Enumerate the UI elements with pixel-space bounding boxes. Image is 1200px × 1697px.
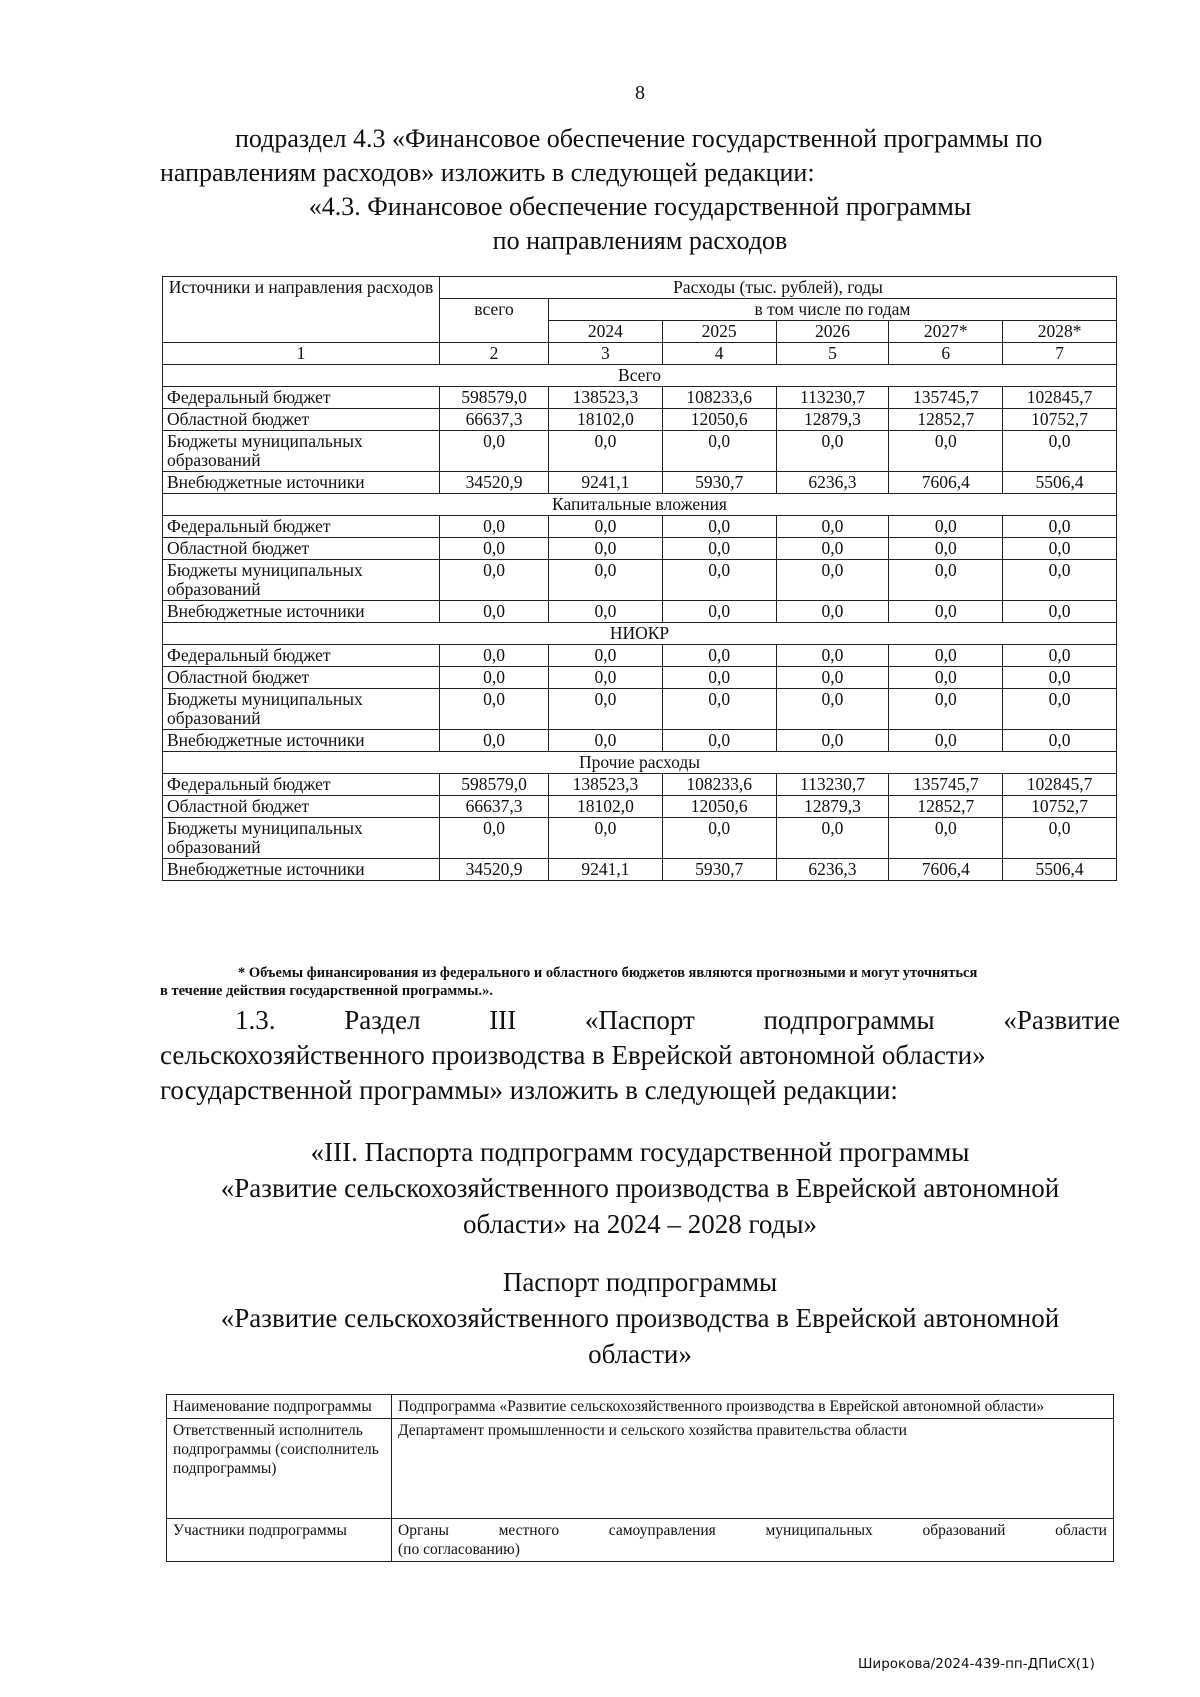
heading-4-3-line-2: по направлениям расходов (492, 226, 788, 255)
passport-table (166, 1394, 1114, 1562)
word: подпрограммы (763, 1005, 935, 1035)
row-label: Бюджеты муниципальных образований (163, 431, 440, 472)
heading-section-3-line-2: «Развитие сельскохозяйственного производства в Еврейской автономной (220, 1173, 1060, 1203)
row-value: 0,0 (1003, 818, 1117, 859)
row-value: 0,0 (662, 538, 776, 560)
header-row-1 (163, 277, 1117, 299)
row-value: 138523,3 (549, 387, 663, 409)
footnote-line-1: * Объемы финансирования из федерального и областного бюджетов являются прогнозными и могут уточняться (238, 965, 978, 981)
data-row (163, 409, 1117, 431)
paragraph-1-3-line-3: государственной программы» изложить в следующей редакции: (160, 1075, 898, 1105)
passport-row (167, 1519, 1114, 1562)
row-label: Областной бюджет (163, 796, 440, 818)
passport-label: Ответственный исполнитель подпрограммы (соисполнитель подпрограммы) (167, 1419, 392, 1519)
row-value: 0,0 (776, 645, 889, 667)
column-number: 4 (662, 343, 776, 365)
row-value: 0,0 (549, 645, 663, 667)
row-value: 135745,7 (889, 774, 1003, 796)
row-label: Областной бюджет (163, 538, 440, 560)
paragraph-1-3-line-2: сельскохозяйственного производства в Еврейской автономной области» (160, 1040, 986, 1070)
row-value: 66637,3 (440, 796, 549, 818)
row-value: 0,0 (889, 667, 1003, 689)
header-total: всего (440, 299, 549, 343)
row-value: 0,0 (889, 818, 1003, 859)
row-value: 0,0 (889, 431, 1003, 472)
row-value: 0,0 (662, 645, 776, 667)
row-value: 0,0 (440, 538, 549, 560)
row-value: 138523,3 (549, 774, 663, 796)
row-value: 18102,0 (549, 796, 663, 818)
row-value: 5506,4 (1003, 859, 1117, 881)
data-row (163, 667, 1117, 689)
row-value: 6236,3 (776, 859, 889, 881)
paragraph-1-3-line-1 (160, 1003, 1120, 1038)
row-value: 0,0 (1003, 538, 1117, 560)
row-value: 0,0 (549, 689, 663, 730)
row-value: 10752,7 (1003, 409, 1117, 431)
passport-row (167, 1395, 1114, 1419)
row-value: 0,0 (440, 689, 549, 730)
row-label: Федеральный бюджет (163, 645, 440, 667)
row-value: 0,0 (1003, 730, 1117, 752)
row-value: 0,0 (776, 601, 889, 623)
row-value: 34520,9 (440, 472, 549, 494)
passport-value-line-2: (по согласованию) (398, 1541, 520, 1558)
section-title: Всего (163, 365, 1117, 387)
row-value: 12879,3 (776, 409, 889, 431)
word: III (489, 1005, 517, 1035)
row-value: 12050,6 (662, 409, 776, 431)
data-row (163, 516, 1117, 538)
row-value: 0,0 (440, 818, 549, 859)
row-value: 0,0 (662, 667, 776, 689)
row-value: 108233,6 (662, 387, 776, 409)
row-value: 0,0 (549, 601, 663, 623)
header-by-years: в том числе по годам (549, 299, 1117, 321)
row-value: 0,0 (549, 516, 663, 538)
section-title: Капитальные вложения (163, 494, 1117, 516)
row-value: 0,0 (776, 667, 889, 689)
word: Органы (398, 1522, 449, 1539)
row-value: 0,0 (1003, 516, 1117, 538)
row-value: 0,0 (440, 645, 549, 667)
row-label: Внебюджетные источники (163, 859, 440, 881)
intro-line-2: направлениям расходов» изложить в следующей редакции: (160, 158, 815, 187)
row-label: Областной бюджет (163, 409, 440, 431)
page-number: 8 (635, 82, 645, 104)
header-source: Источники и направления расходов (163, 277, 440, 343)
header-year: 2025 (662, 321, 776, 343)
column-number: 6 (889, 343, 1003, 365)
data-row (163, 560, 1117, 601)
footnote (160, 964, 1120, 1000)
row-value: 0,0 (440, 560, 549, 601)
section-title: НИОКР (163, 623, 1117, 645)
section-row (163, 494, 1117, 516)
row-value: 0,0 (1003, 560, 1117, 601)
row-value: 0,0 (776, 818, 889, 859)
row-value: 0,0 (549, 818, 663, 859)
row-value: 0,0 (440, 516, 549, 538)
word: области (1055, 1522, 1107, 1539)
data-row (163, 645, 1117, 667)
row-value: 18102,0 (549, 409, 663, 431)
data-row (163, 774, 1117, 796)
row-value: 5930,7 (662, 472, 776, 494)
data-row (163, 538, 1117, 560)
row-label: Областной бюджет (163, 667, 440, 689)
row-value: 0,0 (776, 560, 889, 601)
header-row-numbers (163, 343, 1117, 365)
section-title: Прочие расходы (163, 752, 1117, 774)
column-number: 5 (776, 343, 889, 365)
row-value: 0,0 (889, 560, 1003, 601)
row-value: 598579,0 (440, 774, 549, 796)
heading-section-3-line-3: области» на 2024 – 2028 годы» (463, 1209, 817, 1239)
row-value: 113230,7 (776, 774, 889, 796)
row-value: 598579,0 (440, 387, 549, 409)
row-value: 0,0 (776, 689, 889, 730)
footnote-line-2: в течение действия государственной программы.». (160, 983, 493, 999)
column-number: 7 (1003, 343, 1117, 365)
row-value: 0,0 (662, 689, 776, 730)
data-row (163, 601, 1117, 623)
row-value: 0,0 (1003, 601, 1117, 623)
row-value: 12852,7 (889, 409, 1003, 431)
row-value: 0,0 (776, 431, 889, 472)
row-value: 12050,6 (662, 796, 776, 818)
row-value: 9241,1 (549, 859, 663, 881)
data-row (163, 472, 1117, 494)
document-signature: Широкова/2024-439-пп-ДПиСХ(1) (858, 1656, 1095, 1672)
data-row (163, 859, 1117, 881)
word: образований (922, 1522, 1006, 1539)
section-row (163, 752, 1117, 774)
row-value: 5506,4 (1003, 472, 1117, 494)
row-value: 0,0 (549, 730, 663, 752)
data-row (163, 387, 1117, 409)
row-label: Внебюджетные источники (163, 472, 440, 494)
row-value: 0,0 (549, 538, 663, 560)
passport-heading-line-3: области» (588, 1339, 692, 1369)
data-row (163, 431, 1117, 472)
row-value: 113230,7 (776, 387, 889, 409)
row-value: 0,0 (776, 538, 889, 560)
word: местного (498, 1522, 560, 1539)
passport-value-line-1 (398, 1521, 1107, 1540)
word: муниципальных (765, 1522, 873, 1539)
row-value: 0,0 (662, 431, 776, 472)
row-value: 0,0 (889, 689, 1003, 730)
heading-4-3 (160, 190, 1120, 258)
row-value: 135745,7 (889, 387, 1003, 409)
row-value: 0,0 (440, 431, 549, 472)
header-year: 2026 (776, 321, 889, 343)
header-year: 2028* (1003, 321, 1117, 343)
row-label: Федеральный бюджет (163, 774, 440, 796)
row-value: 0,0 (662, 818, 776, 859)
row-value: 7606,4 (889, 472, 1003, 494)
column-number: 3 (549, 343, 663, 365)
row-value: 5930,7 (662, 859, 776, 881)
row-value: 0,0 (889, 538, 1003, 560)
word: 1.3. (235, 1005, 276, 1035)
row-value: 0,0 (549, 667, 663, 689)
row-value: 0,0 (549, 431, 663, 472)
data-row (163, 689, 1117, 730)
heading-section-3-line-1: «III. Паспорта подпрограмм государственной программы (310, 1137, 970, 1167)
passport-heading-line-2: «Развитие сельскохозяйственного производства в Еврейской автономной (220, 1303, 1060, 1333)
row-value: 12879,3 (776, 796, 889, 818)
row-value: 0,0 (662, 560, 776, 601)
row-value: 0,0 (440, 667, 549, 689)
row-label: Внебюджетные источники (163, 601, 440, 623)
data-row (163, 818, 1117, 859)
heading-section-3 (180, 1134, 1100, 1242)
row-label: Бюджеты муниципальных образований (163, 689, 440, 730)
row-value: 0,0 (776, 730, 889, 752)
heading-4-3-line-1: «4.3. Финансовое обеспечение государственной программы (308, 192, 972, 221)
word: самоуправления (608, 1522, 716, 1539)
paragraph-1-3 (160, 1003, 1120, 1108)
row-value: 0,0 (889, 730, 1003, 752)
row-value: 0,0 (440, 601, 549, 623)
intro-paragraph (160, 122, 1120, 190)
header-year: 2027* (889, 321, 1003, 343)
row-value: 0,0 (1003, 431, 1117, 472)
data-row (163, 730, 1117, 752)
passport-value: Департамент промышленности и сельского хозяйства правительства области (392, 1419, 1114, 1519)
row-value: 0,0 (776, 516, 889, 538)
row-value: 0,0 (889, 516, 1003, 538)
column-number: 1 (163, 343, 440, 365)
section-row (163, 365, 1117, 387)
row-value: 102845,7 (1003, 387, 1117, 409)
intro-line-1: подраздел 4.3 «Финансовое обеспечение государственной программы по (235, 124, 1043, 153)
row-value: 0,0 (662, 601, 776, 623)
header-expenses: Расходы (тыс. рублей), годы (440, 277, 1117, 299)
row-value: 9241,1 (549, 472, 663, 494)
row-value: 66637,3 (440, 409, 549, 431)
row-value: 0,0 (889, 645, 1003, 667)
row-label: Федеральный бюджет (163, 387, 440, 409)
row-value: 7606,4 (889, 859, 1003, 881)
row-value: 0,0 (549, 560, 663, 601)
passport-value: Подпрограмма «Развитие сельскохозяйственного производства в Еврейской автономной области» (392, 1395, 1114, 1419)
header-year: 2024 (549, 321, 663, 343)
row-value: 0,0 (889, 601, 1003, 623)
financing-table (162, 276, 1117, 881)
word: «Паспорт (584, 1005, 695, 1035)
section-row (163, 623, 1117, 645)
passport-heading-line-1: Паспорт подпрограммы (502, 1267, 778, 1297)
passport-value (392, 1519, 1114, 1562)
row-label: Внебюджетные источники (163, 730, 440, 752)
passport-heading (180, 1264, 1100, 1372)
word: Раздел (344, 1005, 421, 1035)
row-value: 0,0 (440, 730, 549, 752)
row-value: 10752,7 (1003, 796, 1117, 818)
row-value: 0,0 (1003, 689, 1117, 730)
row-value: 0,0 (662, 730, 776, 752)
passport-label: Наименование подпрограммы (167, 1395, 392, 1419)
row-value: 0,0 (662, 516, 776, 538)
row-value: 108233,6 (662, 774, 776, 796)
word: «Развитие (1003, 1005, 1120, 1035)
row-value: 0,0 (1003, 645, 1117, 667)
row-value: 6236,3 (776, 472, 889, 494)
data-row (163, 796, 1117, 818)
row-value: 34520,9 (440, 859, 549, 881)
row-label: Бюджеты муниципальных образований (163, 560, 440, 601)
passport-label: Участники подпрограммы (167, 1519, 392, 1562)
row-value: 12852,7 (889, 796, 1003, 818)
passport-row (167, 1419, 1114, 1519)
row-label: Бюджеты муниципальных образований (163, 818, 440, 859)
column-number: 2 (440, 343, 549, 365)
row-value: 102845,7 (1003, 774, 1117, 796)
row-label: Федеральный бюджет (163, 516, 440, 538)
row-value: 0,0 (1003, 667, 1117, 689)
